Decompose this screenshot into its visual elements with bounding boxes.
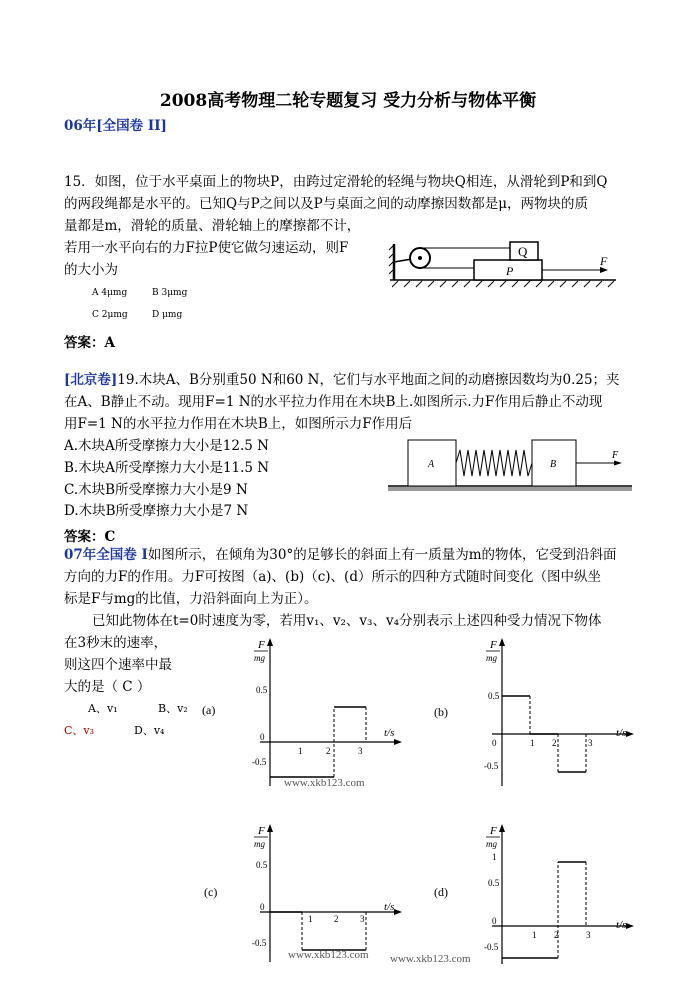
graph-c-ytick-0: 0	[260, 902, 265, 912]
graph-b-ylabel-den: mg	[486, 653, 497, 663]
graph-d	[390, 822, 642, 972]
q19-option-c: C.木块B所受摩擦力大小是9 N	[64, 482, 248, 498]
q07-line-6: 则这四个速率中最	[64, 657, 172, 673]
q15-answer: 答案：A	[64, 335, 115, 351]
graph-a-xtick-3: 3	[358, 746, 363, 756]
graph-d-ylabel-num: F	[490, 825, 497, 837]
q15-option-c: C 2μmg	[92, 310, 128, 320]
graph-d-xtick-3: 3	[586, 930, 591, 940]
graph-c-ytick-05: 0.5	[256, 860, 268, 870]
graph-d-ytick-0: 0	[492, 916, 497, 926]
graph-c-xlabel: t/s	[384, 901, 395, 913]
q19-line-3: 用F=1 N的水平拉力作用在木块B上，如图所示力F作用后	[64, 416, 413, 432]
q07-line-1	[64, 544, 617, 566]
graph-a-xtick-1: 1	[298, 746, 303, 756]
graph-d-ylabel-den: mg	[486, 839, 497, 849]
graph-b	[430, 636, 642, 796]
graph-b-label: (b)	[434, 705, 448, 719]
page-title: 2008高考物理二轮专题复习 受力分析与物体平衡	[159, 91, 537, 111]
q07-line-7: 大的是（ C ）	[64, 679, 151, 695]
graph-a-xtick-2: 2	[326, 746, 331, 756]
spring-force-label: F	[612, 450, 619, 461]
section-tag-2007: 07年全国卷 I	[64, 547, 148, 563]
graph-c-line	[270, 912, 366, 950]
q15-line-3: 量都是m，滑轮的质量、滑轮轴上的摩擦都不计，	[64, 218, 361, 234]
q07-line-4: 已知此物体在t=0时速度为零，若用v₁、v₂、v₃、v₄分别表示上述四种受力情况下物体	[92, 613, 602, 629]
graph-a-ytick-neg05: -0.5	[252, 757, 267, 767]
block-q-label: Q	[518, 244, 528, 259]
graph-c-xtick-3: 3	[360, 914, 365, 924]
graph-b-xtick-2: 2	[552, 738, 557, 748]
graph-d-ytick-05: 0.5	[488, 878, 500, 888]
graph-a-label: (a)	[202, 703, 216, 717]
graph-c-label: (c)	[204, 885, 218, 899]
graph-c-ylabel-num: F	[258, 825, 265, 837]
q19-option-b: B.木块A所受摩擦力大小是11.5 N	[64, 460, 270, 476]
q15-line-2: 的两段绳都是水平的。已知Q与P之间以及P与桌面之间的动摩擦因数都是μ，两物块的质	[64, 196, 589, 212]
graph-a-ytick-05: 0.5	[256, 685, 268, 695]
graph-c-ytick-neg05: -0.5	[252, 938, 267, 948]
graph-a-watermark: www.xkb123.com	[284, 777, 365, 789]
q19-line-1	[64, 369, 620, 391]
graph-d-line	[502, 862, 586, 958]
graph-a-ylabel-den: mg	[254, 653, 265, 663]
q07-option-a: A、v₁	[88, 702, 118, 715]
q19-line-2: 在A、B静止不动。现用F=1 N的水平拉力作用在木块B上.如图所示.力F作用后静止不动现	[64, 394, 603, 410]
graph-c	[198, 822, 410, 972]
section-tag-beijing: [北京卷]	[64, 372, 118, 388]
q19-answer: 答案：C	[64, 529, 116, 545]
q15-option-b: B 3μmg	[152, 288, 188, 298]
q07-line-5: 在3秒末的速率，	[64, 635, 168, 651]
q07-line-2: 方向的力F的作用。力F可按图（a)、(b)（c)、(d）所示的四种方式随时间变化（图中纵坐	[64, 569, 601, 585]
graph-b-xtick-1: 1	[530, 738, 535, 748]
q07-line-3: 标是F与mg的比值，力沿斜面向上为正）。	[64, 591, 318, 607]
q15-option-d: D μmg	[152, 310, 183, 320]
block-a-label: A	[428, 459, 435, 470]
graph-c-watermark: www.xkb123.com	[288, 949, 369, 961]
pulley-figure	[388, 234, 620, 290]
q19-option-a: A.木块A所受摩擦力大小是12.5 N	[64, 438, 269, 454]
graph-a	[198, 636, 410, 796]
q15-option-a: A 4μmg	[92, 288, 128, 298]
q07-option-c: C、v₃	[64, 724, 95, 737]
q15-line-4: 若用一水平向右的力F拉P使它做匀速运动，则F	[64, 240, 349, 256]
graph-b-ytick-05: 0.5	[488, 691, 500, 701]
block-b-label: B	[550, 459, 557, 470]
graph-d-xtick-2: 2	[554, 930, 559, 940]
q15-line-1: 15．如图，位于水平桌面上的物块P，由跨过定滑轮的轻绳与物块Q相连，从滑轮到P和到Q	[64, 174, 608, 190]
graph-d-xtick-1: 1	[532, 930, 537, 940]
graph-a-xlabel: t/s	[384, 727, 395, 739]
graph-a-ytick-0: 0	[260, 732, 265, 742]
graph-d-dashes	[558, 862, 586, 958]
graph-c-xtick-1: 1	[308, 914, 313, 924]
graph-c-xtick-2: 2	[334, 914, 339, 924]
block-p-label: P	[506, 264, 514, 278]
graph-a-ylabel-num: F	[258, 639, 265, 651]
graph-b-ytick-0: 0	[492, 738, 497, 748]
graph-b-ytick-neg05: -0.5	[484, 761, 499, 771]
graph-d-ytick-1: 1	[492, 852, 497, 862]
graph-d-watermark: www.xkb123.com	[390, 953, 471, 965]
graph-d-ytick-neg05: -0.5	[484, 942, 499, 952]
force-f-label: F	[600, 254, 608, 268]
graph-d-xlabel: t/s	[616, 919, 627, 931]
q19-line-1-text: 19.木块A、B分别重50 N和60 N，它们与水平地面之间的动磨擦因数均为0.25；夹	[117, 372, 620, 388]
graph-b-ylabel-num: F	[490, 639, 497, 651]
graph-c-ylabel-den: mg	[254, 839, 265, 849]
q15-line-5: 的大小为	[64, 262, 118, 278]
q07-option-d: D、v₄	[134, 724, 165, 737]
graph-b-xtick-3: 3	[588, 738, 593, 748]
section-tag-2006: 06年[全国卷 II]	[64, 118, 167, 134]
graph-d-label: (d)	[434, 885, 448, 899]
graph-b-xlabel: t/s	[616, 727, 627, 739]
q07-option-b: B、v₂	[158, 702, 188, 715]
q19-option-d: D.木块B所受摩擦力大小是7 N	[64, 503, 249, 519]
spring-figure	[386, 436, 634, 492]
q07-line-1-text: 如图所示，在倾角为30°的足够长的斜面上有一质量为m的物体，它受到沿斜面	[147, 547, 617, 563]
